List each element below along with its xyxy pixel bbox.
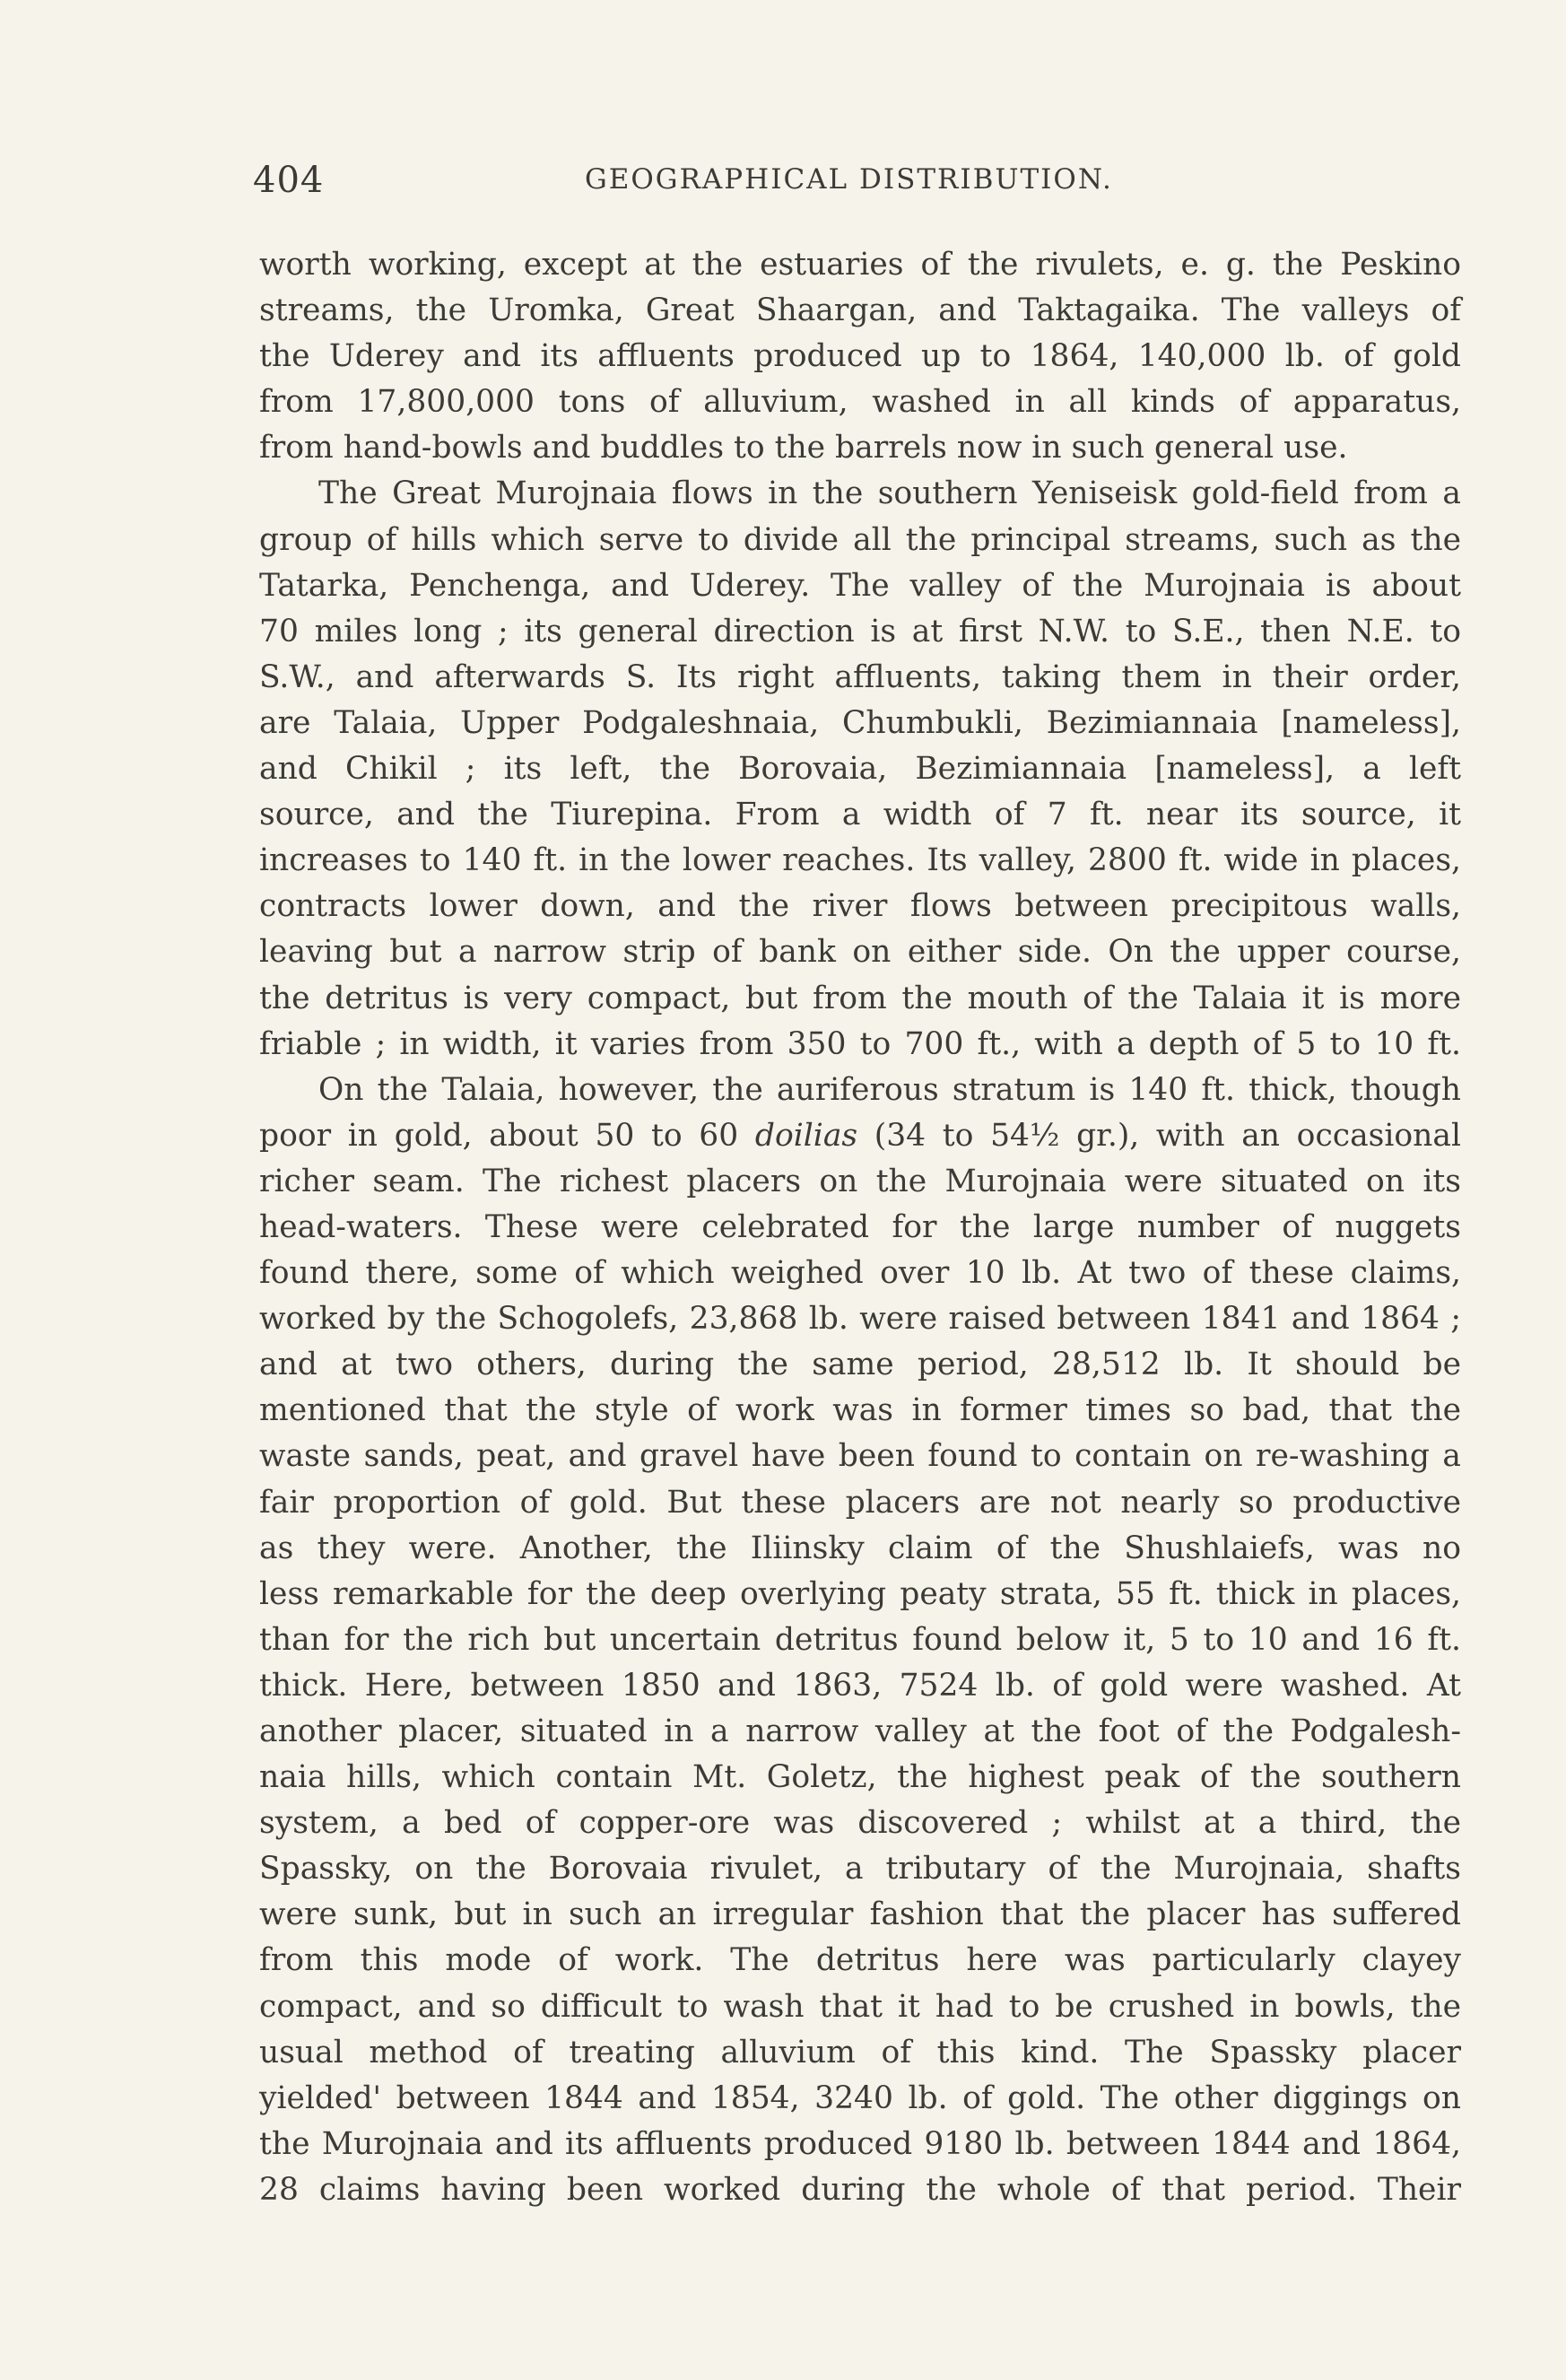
text-line: Tatarka, Penchenga, and Uderey. The valley of the Murojnaia is about <box>259 567 1461 604</box>
text-line: The Great Murojnaia flows in the southern Yeniseisk gold-field from a <box>318 475 1461 512</box>
text-line: richer seam. The richest placers on the Murojnaia were situated on its <box>259 1163 1461 1199</box>
text-line: the detritus is very compact, but from the mouth of the Talaia it is more <box>259 980 1461 1016</box>
text-line: yielded' between 1844 and 1854, 3240 lb. of gold. The other diggings on <box>259 2079 1461 2116</box>
text-line: poor in gold, about 50 to 60 doilias (34 to 54½ gr.), with an occasional <box>259 1117 1461 1154</box>
text-line: friable ; in width, it varies from 350 to 700 ft., with a depth of 5 to 10 ft. <box>259 1025 1461 1062</box>
text-line: less remarkable for the deep overlying peaty strata, 55 ft. thick in places, <box>259 1575 1461 1612</box>
text-line: mentioned that the style of work was in former times so bad, that the <box>259 1392 1461 1429</box>
text-line: compact, and so difficult to wash that it had to be crushed in bowls, the <box>259 1988 1461 2025</box>
text-line: usual method of treating alluvium of this kind. The Spassky placer <box>259 2034 1461 2071</box>
text-line: 70 miles long ; its general direction is at first N.W. to S.E., then N.E. to <box>259 613 1461 649</box>
text-line: from this mode of work. The detritus here was particularly clayey <box>259 1942 1461 1979</box>
text-line: another placer, situated in a narrow valley at the foot of the Podgalesh- <box>259 1713 1461 1749</box>
text-line: were sunk, but in such an irregular fashion that the placer has suffered <box>259 1896 1461 1933</box>
text-line: worked by the Schogolefs, 23,868 lb. were raised between 1841 and 1864 ; <box>259 1301 1461 1338</box>
text-line: worth working, except at the estuaries of the rivulets, e. g. the Peskino <box>259 247 1461 283</box>
page-header <box>253 160 1462 214</box>
text-line: are Talaia, Upper Podgaleshnaia, Chumbukli, Bezimiannaia [nameless], <box>259 704 1461 741</box>
text-line: fair proportion of gold. But these placers are not nearly so productive <box>259 1484 1461 1521</box>
text-line: from hand-bowls and buddles to the barrels now in such general use. <box>259 430 1348 466</box>
italic-term: doilias <box>754 1117 858 1154</box>
text-line: source, and the Tiurepina. From a width of 7 ft. near its source, it <box>259 797 1461 833</box>
text-line: the Uderey and its affluents produced up to 1864, 140,000 lb. of gold <box>259 338 1461 375</box>
text-line: naia hills, which contain Mt. Goletz, the highest peak of the southern <box>259 1759 1461 1796</box>
text-line: thick. Here, between 1850 and 1863, 7524 lb. of gold were washed. At <box>259 1667 1461 1704</box>
text-line: and Chikil ; its left, the Borovaia, Bezimiannaia [nameless], a left <box>259 751 1461 788</box>
body-text <box>259 242 1461 2213</box>
text-line: the Murojnaia and its affluents produced 9180 lb. between 1844 and 1864, <box>259 2125 1461 2162</box>
text-line: and at two others, during the same period, 28,512 lb. It should be <box>259 1347 1461 1383</box>
text-line: Spassky, on the Borovaia rivulet, a tributary of the Murojnaia, shafts <box>259 1851 1461 1887</box>
text-line: waste sands, peat, and gravel have been found to contain on re-washing a <box>259 1438 1461 1475</box>
text-line: leaving but a narrow strip of bank on either side. On the upper course, <box>259 934 1461 971</box>
running-title: GEOGRAPHICAL DISTRIBUTION. <box>585 163 1113 196</box>
text-line: S.W., and afterwards S. Its right affluents, taking them in their order, <box>259 658 1461 695</box>
text-line: streams, the Uromka, Great Shaargan, and Taktagaika. The valleys of <box>259 292 1461 329</box>
text-line: from 17,800,000 tons of alluvium, washed in all kinds of apparatus, <box>259 384 1461 421</box>
text-line: 28 claims having been worked during the whole of that period. Their <box>259 2171 1461 2208</box>
text-line: than for the rich but uncertain detritus found below it, 5 to 10 and 16 ft. <box>259 1621 1461 1658</box>
text-line: found there, some of which weighed over 10 lb. At two of these claims, <box>259 1255 1461 1292</box>
text-line: contracts lower down, and the river flows between precipitous walls, <box>259 888 1461 925</box>
text-line: head-waters. These were celebrated for the large number of nuggets <box>259 1208 1461 1245</box>
text-line: On the Talaia, however, the auriferous stratum is 140 ft. thick, though <box>318 1071 1461 1108</box>
text-line: group of hills which serve to divide all the principal streams, such as the <box>259 521 1461 558</box>
text-line: increases to 140 ft. in the lower reaches. Its valley, 2800 ft. wide in places, <box>259 842 1461 879</box>
page-number: 404 <box>253 160 325 201</box>
text-line: system, a bed of copper-ore was discovered ; whilst at a third, the <box>259 1805 1461 1842</box>
text-line: as they were. Another, the Iliinsky claim of the Shushlaiefs, was no <box>259 1530 1461 1566</box>
